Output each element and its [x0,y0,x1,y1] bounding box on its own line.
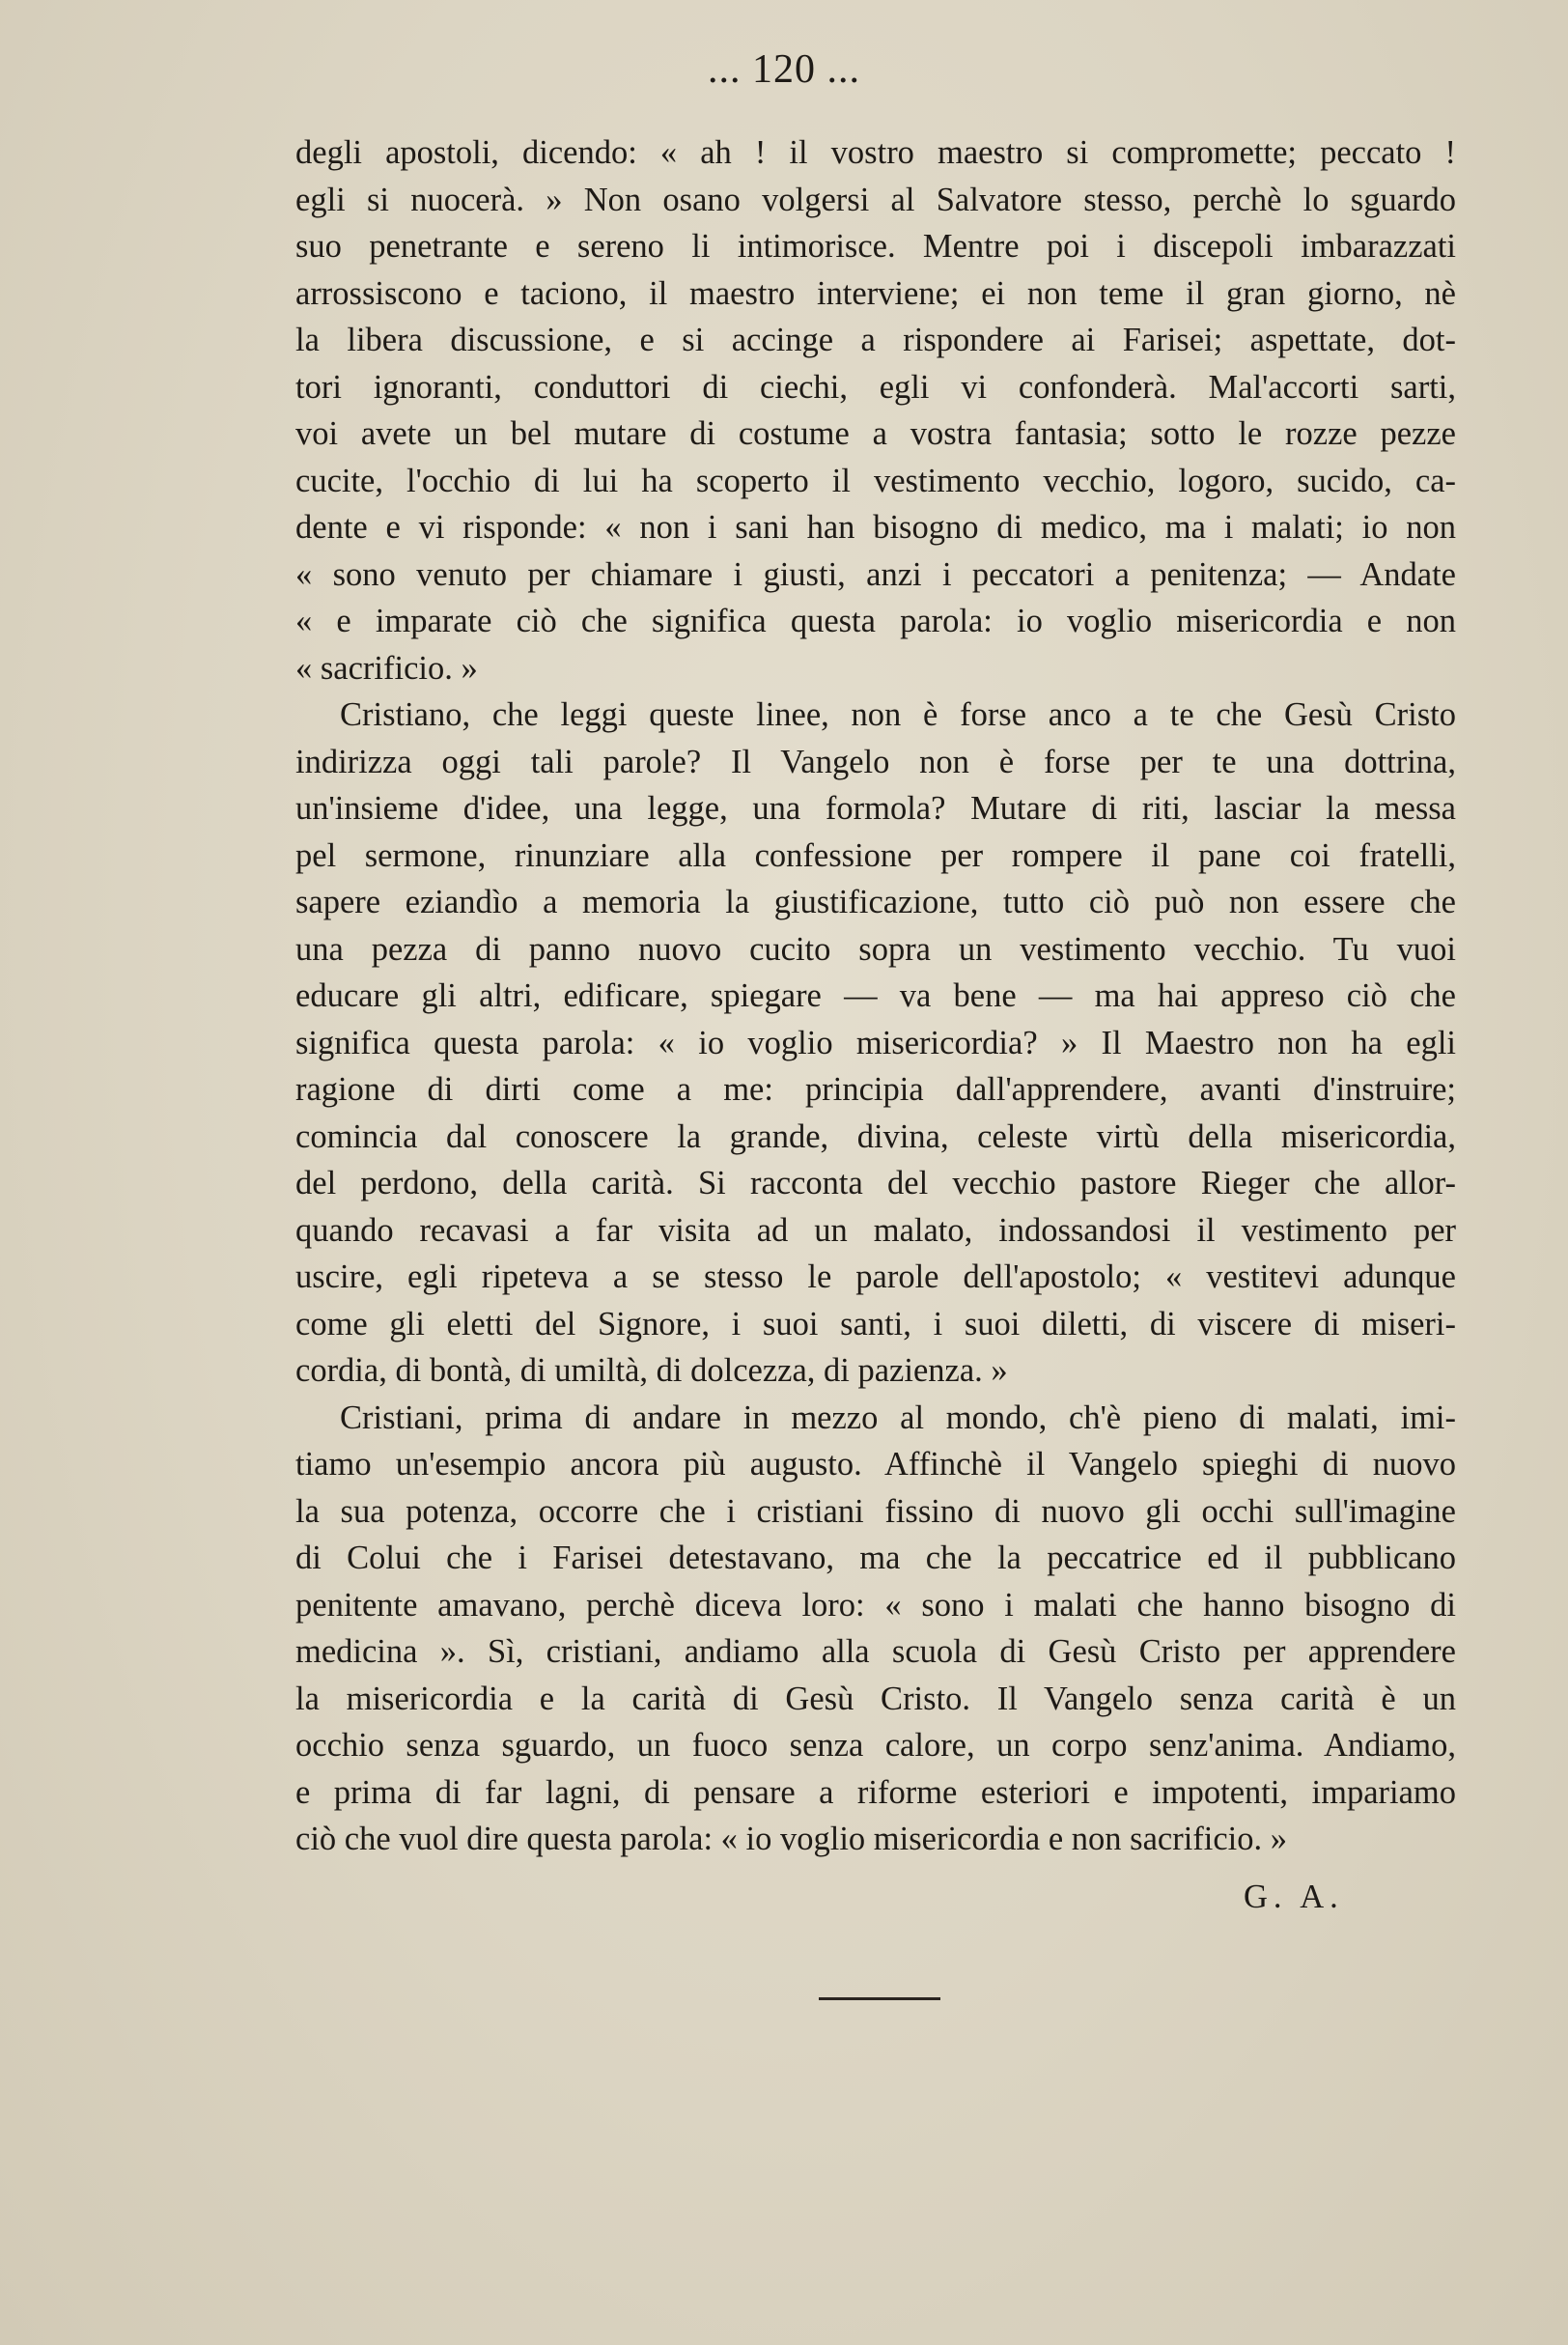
text-line: « sacrificio. » [295,649,478,687]
text-line: e prima di far lagni, di pensare a riforme esteriori e impotenti, impariamo [295,1773,1456,1811]
closing-rule [819,1997,940,2000]
text-line: una pezza di panno nuovo cucito sopra un vestimento vecchio. Tu vuoi [295,930,1456,968]
text-line: la misericordia e la carità di Gesù Cristo. Il Vangelo senza carità è un [295,1680,1456,1717]
text-line: pel sermone, rinunziare alla confessione per rompere il pane coi fratelli, [295,836,1456,874]
text-line: la libera discussione, e si accinge a rispondere ai Farisei; aspettate, dot- [295,322,1456,358]
text-line: educare gli altri, edificare, spiegare — va bene — ma hai appreso ciò che [295,977,1456,1014]
text-line: indirizza oggi tali parole? Il Vangelo non è forse per te una dottrina, [295,743,1456,780]
page-number: ... 120 ... [708,47,860,92]
text-line: di Colui che i Farisei detestavano, ma che la peccatrice ed il pubblicano [295,1540,1456,1576]
body-text [295,129,1456,1863]
text-line: sapere eziandìo a memoria la giustificazione, tutto ciò può non essere che [295,884,1456,920]
author-signature: G. A. [1244,1879,1344,1915]
text-line: « e imparate ciò che significa questa parola: io voglio misericordia e non [295,603,1456,639]
text-line: medicina ». Sì, cristiani, andiamo alla scuola di Gesù Cristo per apprendere [295,1633,1456,1670]
paragraph-first-line: Cristiani, prima di andare in mezzo al mondo, ch'è pieno di malati, imi- [340,1399,1456,1436]
text-line: ragione di dirti come a me: principia dall'apprendere, avanti d'instruire; [295,1071,1456,1108]
text-line: penitente amavano, perchè diceva loro: « sono i malati che hanno bisogno di [295,1586,1456,1624]
text-line: come gli eletti del Signore, i suoi santi, i suoi diletti, di viscere di miseri- [295,1305,1456,1342]
text-line: cordia, di bontà, di umiltà, di dolcezza, di pazienza. » [295,1352,1008,1389]
text-line: del perdono, della carità. Si racconta del vecchio pastore Rieger che allor- [295,1165,1456,1201]
text-line: arrossiscono e taciono, il maestro interviene; ei non teme il gran giorno, nè [295,274,1456,312]
text-line: egli si nuocerà. » Non osano volgersi al Salvatore stesso, perchè lo sguardo [295,181,1456,218]
text-line: dente e vi risponde: « non i sani han bisogno di medico, ma i malati; io non [295,509,1456,546]
paragraph-first-line: Cristiano, che leggi queste linee, non è forse anco a te che Gesù Cristo [340,696,1456,733]
text-line: un'insieme d'idee, una legge, una formola? Mutare di riti, lasciar la messa [295,790,1456,827]
text-line: tiamo un'esempio ancora più augusto. Affinchè il Vangelo spieghi di nuovo [295,1446,1456,1483]
text-line: suo penetrante e sereno li intimorisce. Mentre poi i discepoli imbarazzati [295,228,1456,265]
text-line: cucite, l'occhio di lui ha scoperto il vestimento vecchio, logoro, sucido, ca- [295,462,1456,499]
text-line: voi avete un bel mutare di costume a vostra fantasia; sotto le rozze pezze [295,415,1456,452]
text-line: degli apostoli, dicendo: « ah ! il vostro maestro si compromette; peccato ! [295,134,1456,171]
text-line: quando recavasi a far visita ad un malato, indossandosi il vestimento per [295,1211,1456,1249]
text-line: ciò che vuol dire questa parola: « io voglio misericordia e non sacrificio. » [295,1821,1288,1857]
text-line: uscire, egli ripeteva a se stesso le parole dell'apostolo; « vestitevi adunque [295,1258,1456,1295]
text-line: tori ignoranti, conduttori di ciechi, egli vi confonderà. Mal'accorti sarti, [295,368,1456,406]
text-line: la sua potenza, occorre che i cristiani fissino di nuovo gli occhi sull'imagine [295,1492,1456,1530]
text-line: occhio senza sguardo, un fuoco senza calore, un corpo senz'anima. Andiamo, [295,1727,1456,1764]
text-line: significa questa parola: « io voglio misericordia? » Il Maestro non ha egli [295,1024,1456,1061]
text-line: « sono venuto per chiamare i giusti, anzi i peccatori a penitenza; — Andate [295,555,1456,593]
text-line: comincia dal conoscere la grande, divina, celeste virtù della misericordia, [295,1117,1456,1155]
